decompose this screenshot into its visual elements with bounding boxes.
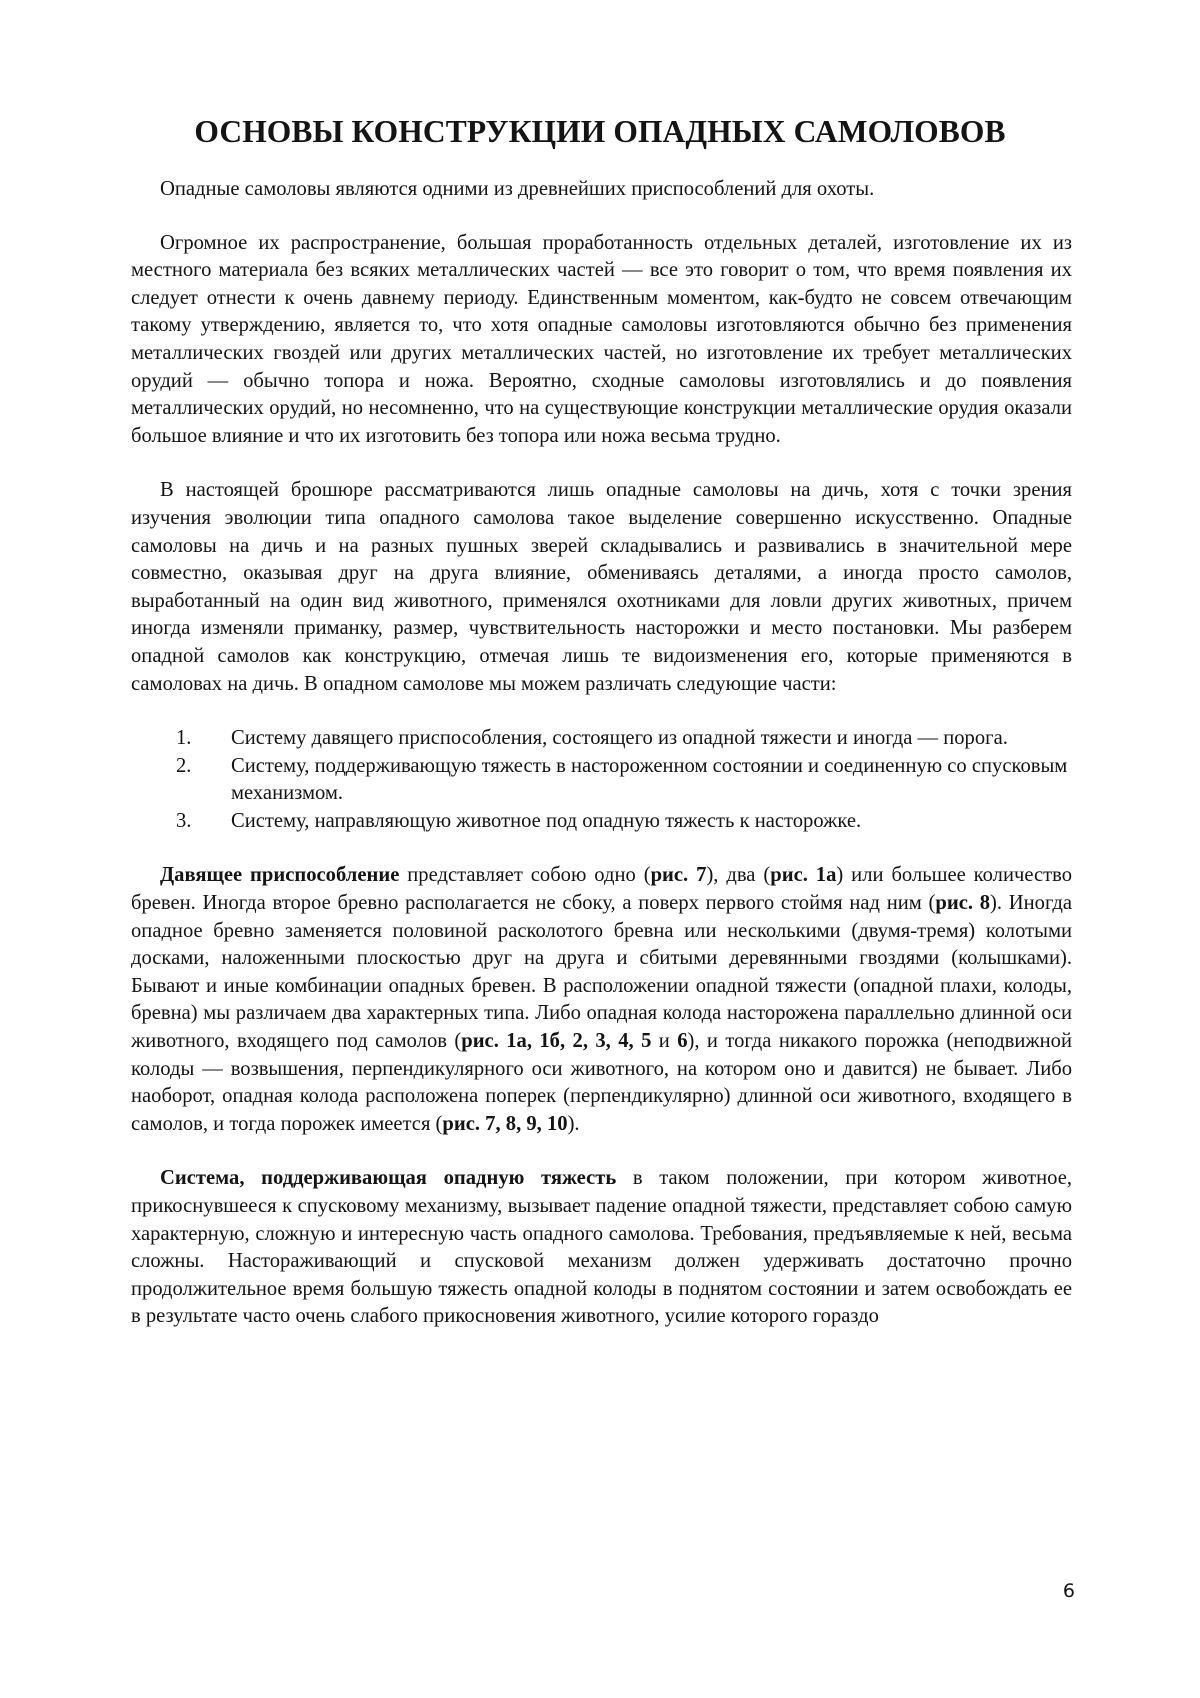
list-item-number: 1. (176, 727, 192, 750)
list-item-text: Систему, направляющую животное под опадную тяжесть к насторожке. (231, 809, 862, 832)
paragraph-text: и (651, 1030, 678, 1053)
paragraph-text: ), два ( (706, 864, 771, 887)
list-item-text: Систему давящего приспособления, состоящего из опадной тяжести и иногда — порога. (231, 727, 1008, 750)
paragraph-text: ) или большее количество бревен. Иногда второе бревно располагается не сбоку, а поверх первого стоймя над ним ( (131, 864, 1072, 915)
list-item (131, 753, 1072, 808)
figure-reference: рис. 7 (650, 864, 707, 887)
figure-reference: рис. 1а (770, 864, 837, 887)
intro-paragraph: Опадные самоловы являются одними из древнейших приспособлений для охоты. (160, 178, 875, 200)
page-title: ОСНОВЫ КОНСТРУКЦИИ ОПАДНЫХ САМОЛОВОВ (194, 114, 1006, 149)
list-item (131, 725, 1072, 753)
paragraph-text: представляет собою одно ( (399, 864, 651, 887)
paragraph-text: ). (567, 1112, 580, 1135)
paragraph-origin: Огромное их распространение, большая проработанность отдельных деталей, изготовление их из местного материала без всяких металлических частей — все это говорит о том, что время появления их следует отнести к очень давнему периоду. Единственным моментом, как-будто не совсем отвечающим такому утверждению, является то, что хотя опадные самоловы изготовляются обычно без применения металлических гвоздей или других металлических частей, но изготовление их требует металлических орудий — обычно топора и ножа. Вероятно, сходные самоловы изготовлялись и до появления металлических орудий, но несомненно, что на существующие конструкции металлические орудия оказали большое влияние и что их изготовить без топора или ножа весьма трудно. (131, 231, 1072, 447)
figure-reference: рис. 8 (935, 892, 991, 915)
figure-reference: рис. 7, 8, 9, 10 (442, 1112, 568, 1135)
figure-reference: рис. 1а, 1б, 2, 3, 4, 5 (461, 1030, 652, 1053)
paragraph-scope: В настоящей брошюре рассматриваются лишь опадные самоловы на дичь, хотя с точки зрения изучения эволюции типа опадного самолова такое выделение совершенно искусственно. Опадные самоловы на дичь и на разных пушных зверей складывались и развивались в значительной мере совместно, оказывая друг на друга влияние, обмениваясь деталями, а иногда просто самолов, выработанный на один вид животного, применялся охотниками для ловли других животных, причем иногда изменяли приманку, размер, чувствительность насторожки и место постановки. Мы разберем опадной самолов как конструкцию, отмечая лишь те видоизменения его, которые применяются в самоловах на дичь. В опадном самолове мы можем различать следующие части: (131, 479, 1072, 695)
section-lead-term: Давящее приспособление (160, 864, 400, 887)
document-body (131, 176, 1072, 1331)
section-lead-term: Система, поддерживающая опадную тяжесть (160, 1167, 617, 1190)
list-item-text: Систему, поддерживающую тяжесть в настороженном состоянии и соединенную со спусковым механизмом. (231, 754, 1068, 805)
list-item-number: 3. (176, 809, 192, 832)
list-item (131, 808, 1072, 836)
figure-reference: 6 (677, 1030, 688, 1053)
parts-list (131, 725, 1072, 835)
paragraph-text: в таком положении, при котором животное, прикоснувшееся к спусковому механизму, вызывает падение опадной тяжести, представляет собою самую характерную, сложную и интересную часть опадного самолова. Требования, предъявляемые к ней, весьма сложны. Настораживающий и спусковой механизм должен удерживать достаточно прочно продолжительное время большую тяжесть опадной колоды в поднятом состоянии и затем освобождать ее в результате часто очень слабого прикосновения животного, усилие которого гораздо (131, 1167, 1072, 1328)
page-number: 6 (1062, 1580, 1075, 1602)
paragraph-support-system (131, 1165, 1072, 1331)
paragraph-text: ). Иногда опадное бревно заменяется половиной расколотого бревна или несколькими (двумя-тремя) колотыми досками, наложенными плоскостью друг на друга и сбитыми деревянными гвоздями (колышками). Бывают и иные комбинации опадных бревен. В расположении опадной тяжести (опадной плахи, колоды, бревна) мы различаем два характерных типа. Либо опадная колода насторожена параллельно длинной оси животного, входящего под самолов ( (131, 892, 1072, 1053)
paragraph-pressing-device (131, 862, 1072, 1138)
paragraph-text: ), и тогда никакого порожка (неподвижной колоды — возвышения, перпендикулярного оси животного, на котором оно и давится) не бывает. Либо наоборот, опадная колода расположена поперек (перпендикулярно) длинной оси животного, входящего в самолов, и тогда порожек имеется ( (131, 1030, 1072, 1135)
list-item-number: 2. (176, 754, 192, 777)
